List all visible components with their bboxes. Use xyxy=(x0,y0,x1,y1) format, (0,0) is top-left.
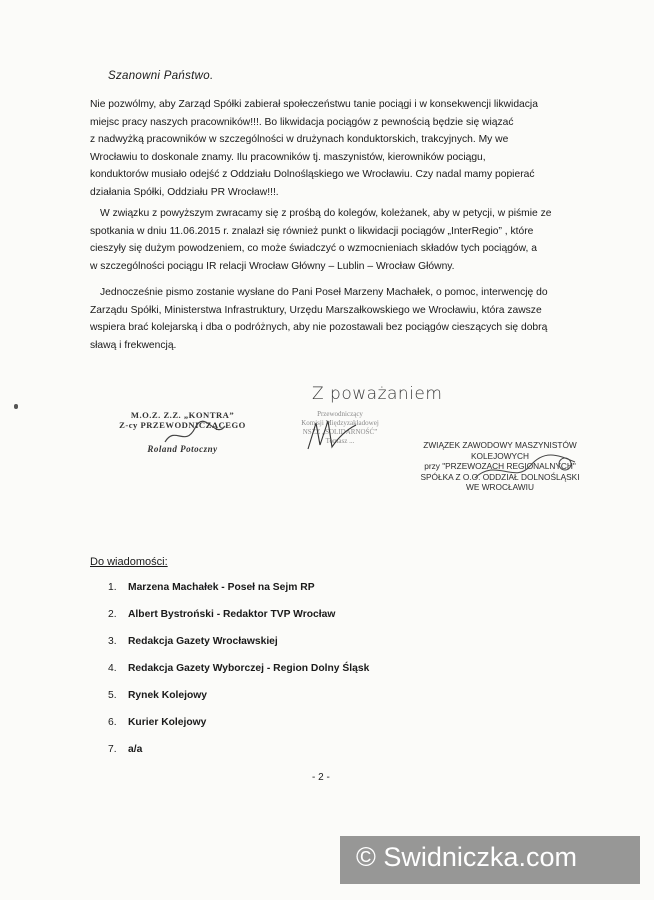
page-number: - 2 - xyxy=(312,772,330,783)
stamp-name: Roland Potoczny xyxy=(147,444,218,454)
stamp-line: Komisji Międzyzakładowej xyxy=(301,419,379,427)
distribution-list xyxy=(108,578,369,767)
list-item: 6. Kurier Kolejowy xyxy=(108,717,207,728)
stamp-line: M.O.Z. Z.Z. „KONTRA” xyxy=(130,410,235,420)
list-item: 2. Albert Bystroński - Redaktor TVP Wrocław xyxy=(108,609,336,620)
text-line: działania Spółki, Oddziału PR Wrocław!!!. xyxy=(90,186,279,198)
signature-squiggle-3 xyxy=(470,448,580,488)
text-line: konduktorów musiało odejść z Oddziału Dolnośląskiego we Wrocławiu. Czy nadal mamy popierać xyxy=(90,169,535,180)
stamp-line: KOLEJOWYCH xyxy=(470,450,530,461)
handwritten-note: Z poważaniem xyxy=(312,384,443,404)
list-item: 3. Redakcja Gazety Wrocławskiej xyxy=(108,636,278,647)
distribution-heading: Do wiadomości: xyxy=(90,556,168,568)
text-line: sławą i frekwencją. xyxy=(90,339,177,351)
stamp-line: NSZZ „SOLIDARNOŚĆ” xyxy=(302,428,378,436)
text-line: W związku z powyższym zwracamy się z prośbą do kolegów, koleżanek, aby w petycji, w piśmie ze xyxy=(100,208,552,219)
list-item: 4. Redakcja Gazety Wyborczej - Region Dolny Śląsk xyxy=(108,663,370,674)
stamp-line: Przewodniczący xyxy=(317,410,363,418)
stamp-line: Z-cy PRZEWODNICZĄCEGO xyxy=(119,420,246,430)
paragraph-2 xyxy=(90,205,568,275)
stamp-line: WE WROCŁAWIU xyxy=(466,482,534,492)
list-item: 5. Rynek Kolejowy xyxy=(108,690,207,701)
stamp-line: Tomasz ... xyxy=(325,437,355,445)
text-line: Nie pozwólmy, aby Zarząd Spółki zabierał społeczeństwu tanie pociągi i w konsekwencji likwidacja xyxy=(90,99,538,110)
text-line: miejsc pracy naszych pracowników!!!. Bo likwidacja pociągów z pewnością będzie się wiązać xyxy=(90,116,514,128)
watermark: © Swidniczka.com xyxy=(356,842,577,872)
paragraph-1 xyxy=(90,96,568,201)
stamp-line: przy "PRZEWOZACH REGIONALNYCH" xyxy=(424,461,576,471)
stamp-line: SPÓŁKA Z O.O. ODDZIAŁ DOLNOŚLĄSKI xyxy=(420,471,580,482)
salutation: Szanowni Państwo. xyxy=(108,70,214,82)
scan-speck xyxy=(14,404,18,409)
text-line: Jednocześnie pismo zostanie wysłane do Pani Poseł Marzeny Machałek, o pomoc, interwencję do xyxy=(100,287,548,298)
text-line: cieszyły się dużym powodzeniem, co może świadczyć o wzmocnieniach składów tych pociągów, a xyxy=(90,243,537,254)
text-line: z nadwyżką pracowników w szczególności w drużynach konduktorskich, trakcyjnych. My we xyxy=(90,134,509,145)
text-line: Wrocławiu to doskonale znamy. Ilu pracowników tj. maszynistów, kierowników pociągu, xyxy=(90,151,486,163)
stamp-line: ZWIĄZEK ZAWODOWY MASZYNISTÓW xyxy=(423,440,577,450)
text-line: wspiera brać kolejarską i dba o podróżnych, aby nie pozostawali bez pociągów cieszących się dobrą xyxy=(90,322,548,333)
signature-squiggle-2 xyxy=(300,415,360,455)
text-line: Zarządu Spółki, Ministerstwa Infrastruktury, Urzędu Marszałkowskiego we Wrocławiu, która zawsze xyxy=(90,304,542,316)
list-item: 1. Marzena Machałek - Poseł na Sejm RP xyxy=(108,582,315,593)
text-line: spotkania w dniu 11.06.2015 r. znalazł się również punkt o likwidacji pociągów „InterRegio” , które xyxy=(90,225,534,237)
list-item: 7. a/a xyxy=(108,744,143,755)
signature-squiggle-1 xyxy=(160,420,230,450)
paragraph-3 xyxy=(90,284,568,354)
text-line: w szczególności pociągu IR relacji Wrocław Główny – Lublin – Wrocław Główny. xyxy=(90,260,455,272)
